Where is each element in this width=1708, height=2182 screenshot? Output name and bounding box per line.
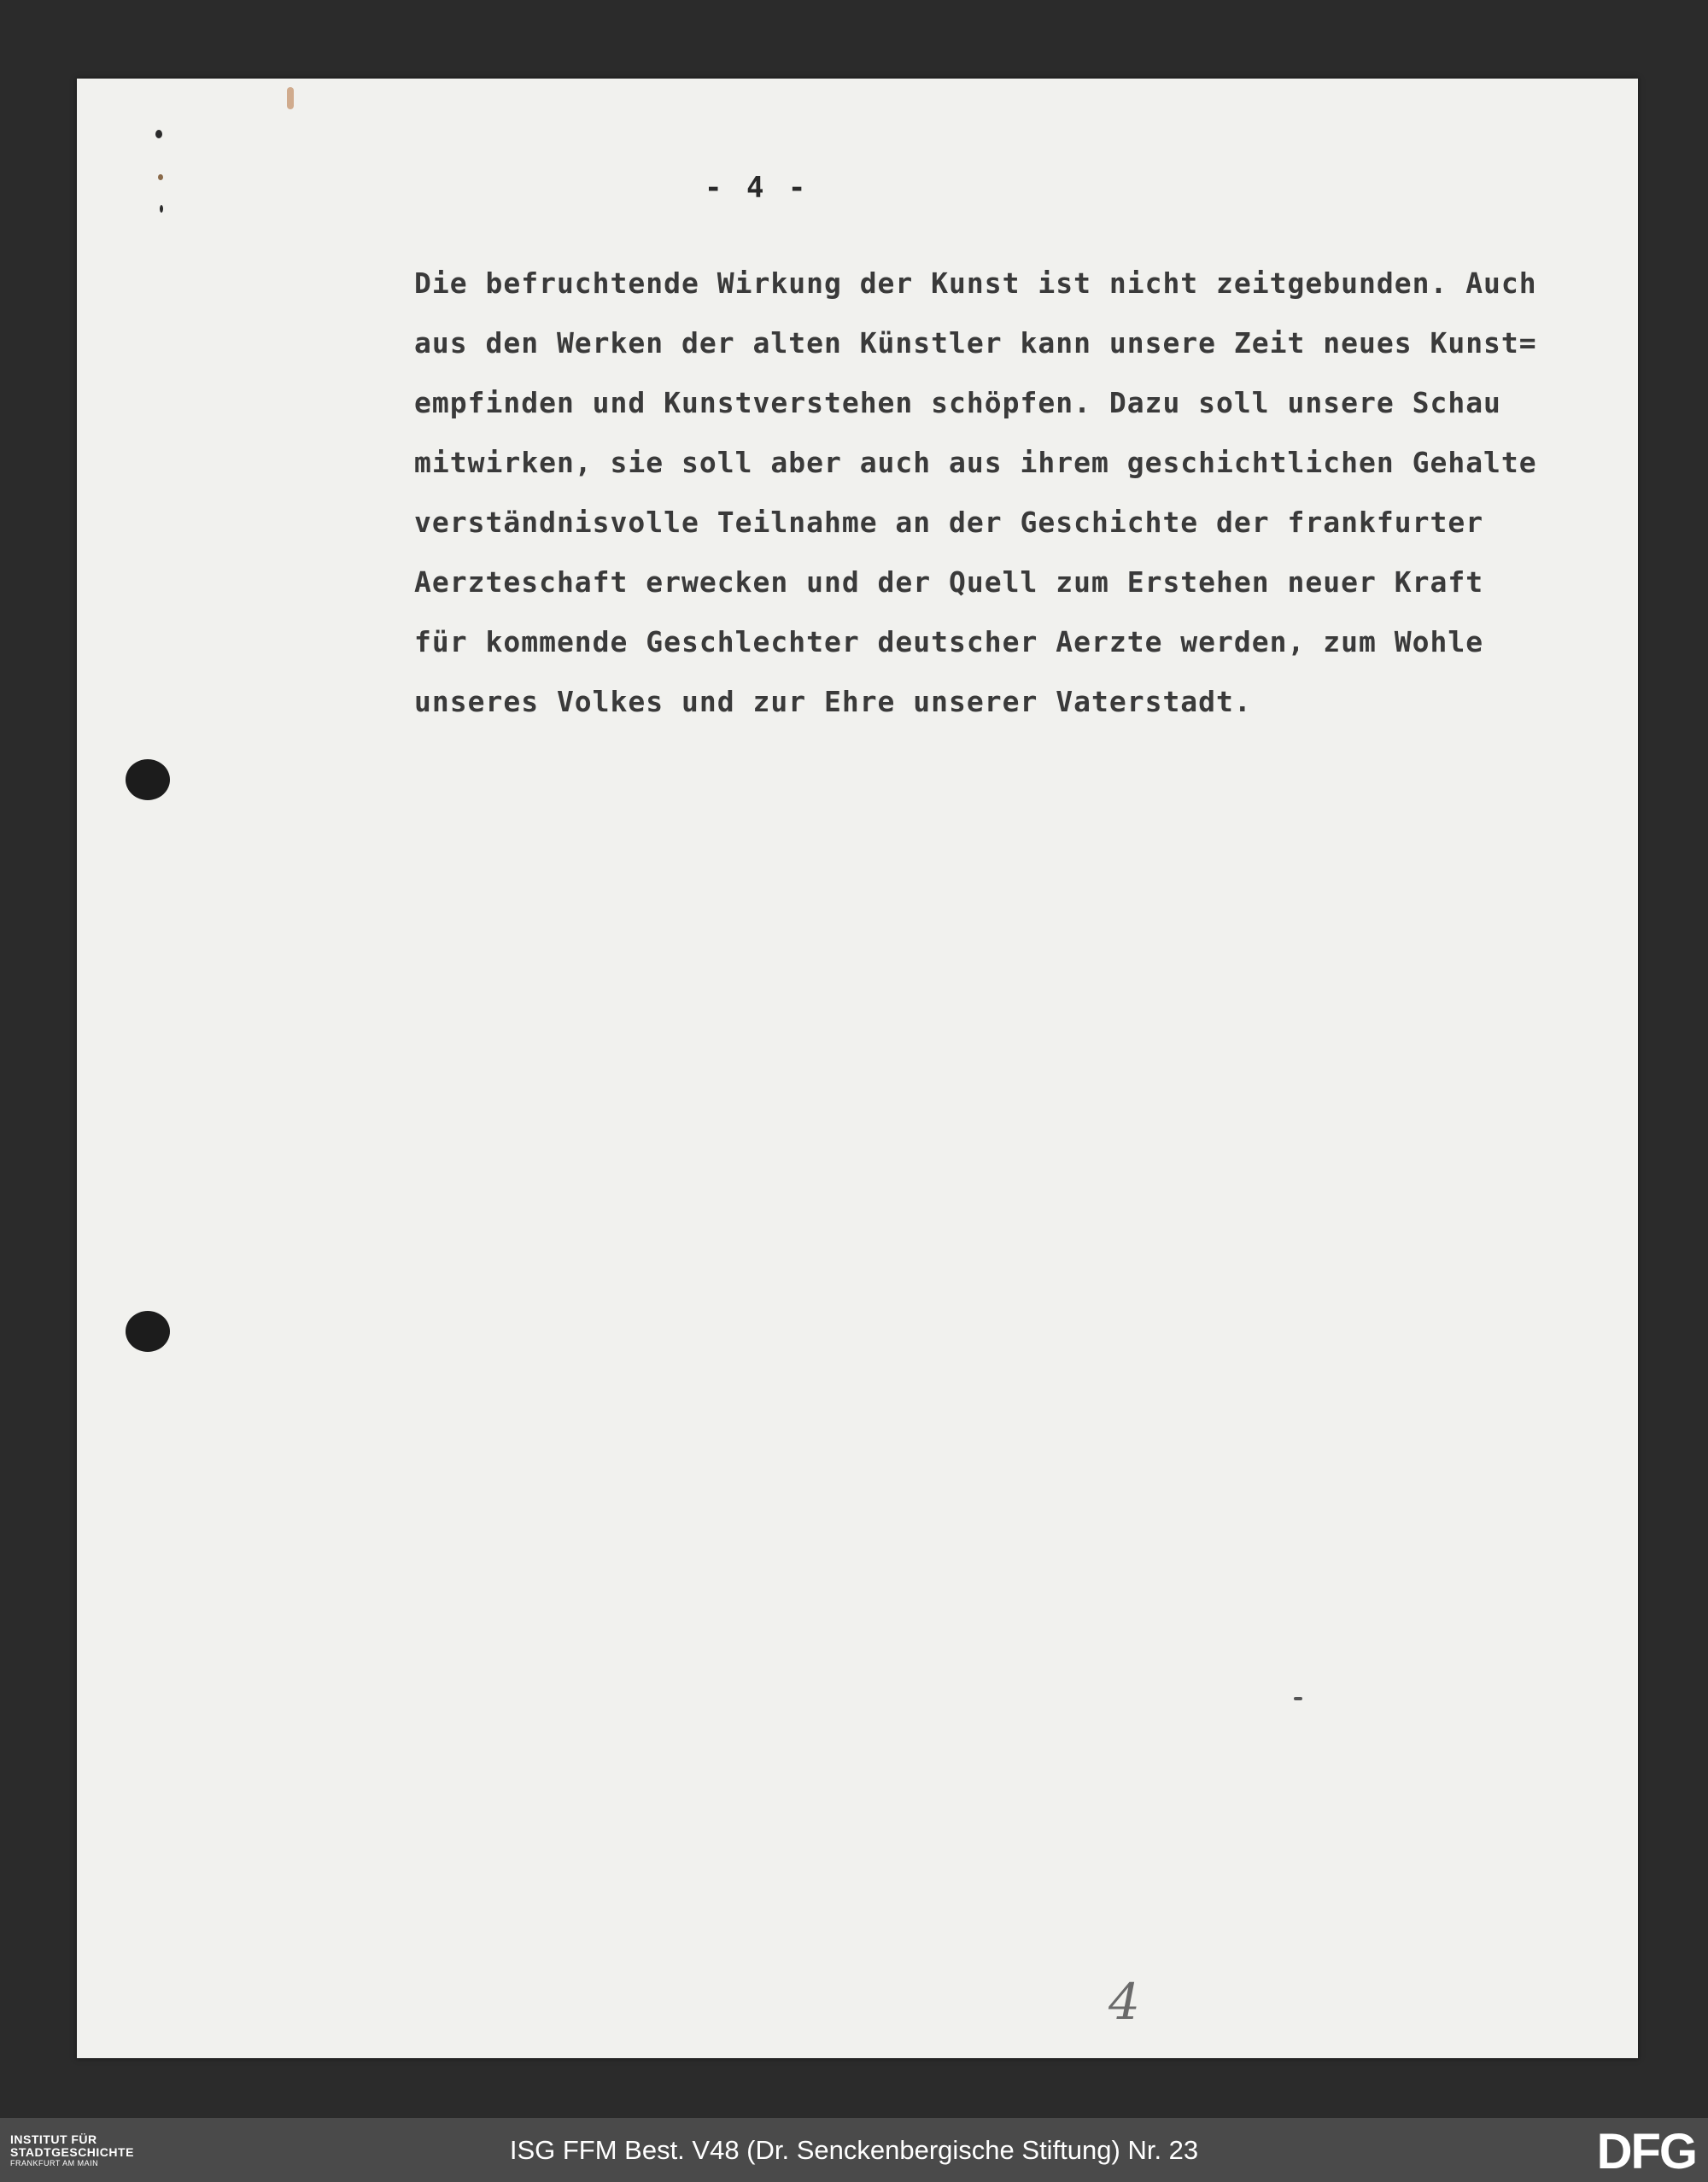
text-line: aus den Werken der alten Künstler kann unsere Zeit neues Kunst=	[414, 326, 1537, 360]
dfg-logo: DFG	[1596, 2124, 1696, 2179]
handwritten-page-number: 4	[1108, 1973, 1140, 2031]
text-line: Aerzteschaft erwecken und der Quell zum Erstehen neuer Kraft	[414, 565, 1484, 599]
paper-stain	[287, 87, 294, 109]
text-line: Die befruchtende Wirkung der Kunst ist nicht zeitgebunden. Auch	[414, 266, 1537, 300]
paper-speck	[1294, 1697, 1302, 1700]
archive-footer-bar	[0, 2118, 1708, 2182]
margin-mark	[155, 130, 162, 138]
text-line: verständnisvolle Teilnahme an der Geschichte der frankfurter	[414, 506, 1484, 539]
logo-line: FRANKFURT AM MAIN	[10, 2159, 99, 2167]
text-line: empfinden und Kunstverstehen schöpfen. Dazu soll unsere Schau	[414, 386, 1501, 419]
page-number: - 4 -	[705, 171, 810, 205]
archive-reference: ISG FFM Best. V48 (Dr. Senckenbergische Stiftung) Nr. 23	[509, 2135, 1199, 2165]
text-line: mitwirken, sie soll aber auch aus ihrem geschichtlichen Gehalte	[414, 446, 1537, 479]
margin-mark	[158, 174, 163, 180]
document-page	[77, 79, 1638, 2058]
text-line: unseres Volkes und zur Ehre unserer Vaterstadt.	[414, 685, 1252, 718]
punch-hole-bottom	[126, 1311, 170, 1352]
typewritten-text	[414, 254, 1627, 732]
text-line: für kommende Geschlechter deutscher Aerzte werden, zum Wohle	[414, 625, 1484, 658]
margin-mark	[160, 205, 163, 213]
punch-hole-top	[126, 759, 170, 800]
logo-line: STADTGESCHICHTE	[10, 2145, 134, 2159]
logo-line: INSTITUT FÜR	[10, 2132, 97, 2146]
